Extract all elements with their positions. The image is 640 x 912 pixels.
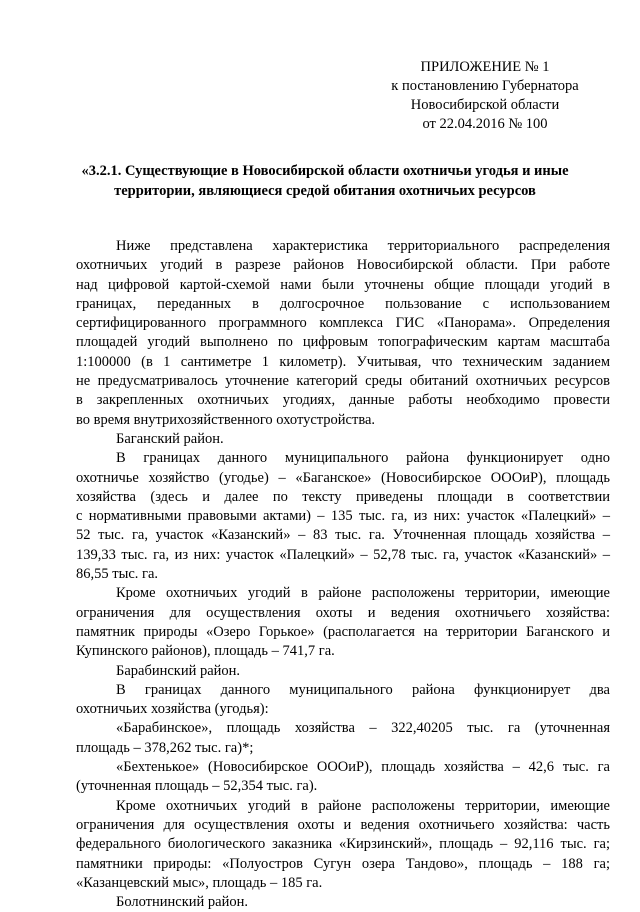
district-heading: Болотнинский район. bbox=[116, 894, 249, 911]
text-line: В границах данного муниципального района функционирует одно bbox=[116, 450, 610, 467]
section-heading bbox=[60, 161, 590, 201]
appendix-line-2: к постановлению Губернатора bbox=[391, 78, 579, 94]
text-line: «Барабинское», площадь хозяйства – 322,40205 тыс. га (уточненная bbox=[116, 720, 610, 737]
text-line: Кроме охотничьих угодий в районе расположены территории, имеющие bbox=[116, 585, 610, 602]
text-line: Ниже представлена характеристика территориального распределения bbox=[116, 238, 610, 254]
text-line: ограничения для осуществления охоты и ведения охотничьего хозяйства: часть bbox=[76, 816, 610, 833]
text-line: охотничьих хозяйства (угодья): bbox=[76, 701, 269, 718]
text-line: памятники природы: «Полуостров Сугун озера Тандово», площадь – 188 га; bbox=[76, 855, 610, 872]
text-line: во время внутрихозяйственного охотустройства. bbox=[76, 411, 376, 428]
appendix-title: ПРИЛОЖЕНИЕ № 1 bbox=[420, 59, 550, 75]
text-line: сертифицированного программного комплекса ГИС «Панорама». Определения bbox=[76, 315, 610, 332]
text-line: ограничения для осуществления охоты и ведения охотничьего хозяйства: bbox=[76, 604, 610, 621]
text-line: хозяйства (здесь и далее по тексту приведены площади в соответствии bbox=[76, 488, 610, 505]
section-heading-line-2: территории, являющиеся средой обитания охотничьих ресурсов bbox=[114, 183, 536, 199]
text-line: «Бехтенькое» (Новосибирское ОООиР), площадь хозяйства – 42,6 тыс. га bbox=[116, 759, 610, 776]
text-line: площадь – 378,262 тыс. га)*; bbox=[76, 739, 254, 756]
district-heading: Барабинский район. bbox=[116, 662, 241, 679]
appendix-line-3: Новосибирской области bbox=[410, 97, 560, 113]
text-line: не предусматривалось уточнение категорий среды обитаний охотничьих ресурсов bbox=[76, 373, 610, 390]
appendix-block bbox=[380, 58, 590, 134]
text-line: федерального биологического заказника «Кирзинский», площадь – 92,116 тыс. га; bbox=[76, 836, 610, 853]
text-line: Кроме охотничьих угодий в районе расположены территории, имеющие bbox=[116, 797, 610, 814]
text-line: памятник природы «Озеро Горькое» (располагается на территории Баганского и bbox=[76, 623, 610, 640]
text-line: В границах данного муниципального района функционирует два bbox=[116, 681, 610, 698]
text-line: 86,55 тыс. га. bbox=[76, 566, 159, 583]
text-line: охотничьих угодий в разрезе районов Новосибирской области. При работе bbox=[76, 257, 610, 274]
district-heading: Баганский район. bbox=[116, 430, 224, 447]
text-line: 1:100000 (в 1 сантиметре 1 километр). Учитывая, что техническим заданием bbox=[76, 353, 610, 370]
text-line: «Казанцевский мыс», площадь – 185 га. bbox=[76, 874, 323, 891]
text-line: 139,33 тыс. га, из них: участок «Палецкий» – 52,78 тыс. га, участок «Казанский» – bbox=[76, 546, 610, 563]
body-text bbox=[76, 237, 610, 912]
text-line: в закрепленных охотничьих угодиях, данные работы необходимо провести bbox=[76, 392, 610, 409]
text-line: 52 тыс. га, участок «Казанский» – 83 тыс. га. Уточненная площадь хозяйства – bbox=[76, 527, 610, 544]
text-line: границах, переданных в долгосрочное пользование с использованием bbox=[76, 295, 610, 312]
text-line: Купинского районов), площадь – 741,7 га. bbox=[76, 643, 335, 660]
appendix-date-number: от 22.04.2016 № 100 bbox=[422, 116, 548, 132]
text-line: площадей угодий выполнено по цифровым топографическим картам масштаба bbox=[76, 334, 610, 351]
text-line: (уточненная площадь – 52,354 тыс. га). bbox=[76, 778, 318, 795]
text-line: с нормативными правовыми актами) – 135 тыс. га, из них: участок «Палецкий» – bbox=[76, 508, 610, 525]
section-heading-line-1: «3.2.1. Существующие в Новосибирской области охотничьи угодья и иные bbox=[81, 163, 569, 179]
text-line: охотничье хозяйство (угодье) – «Баганское» (Новосибирское ОООиР), площадь bbox=[76, 469, 610, 486]
text-line: над цифровой картой-схемой нами были уточнены общие площади угодий в bbox=[76, 276, 610, 293]
